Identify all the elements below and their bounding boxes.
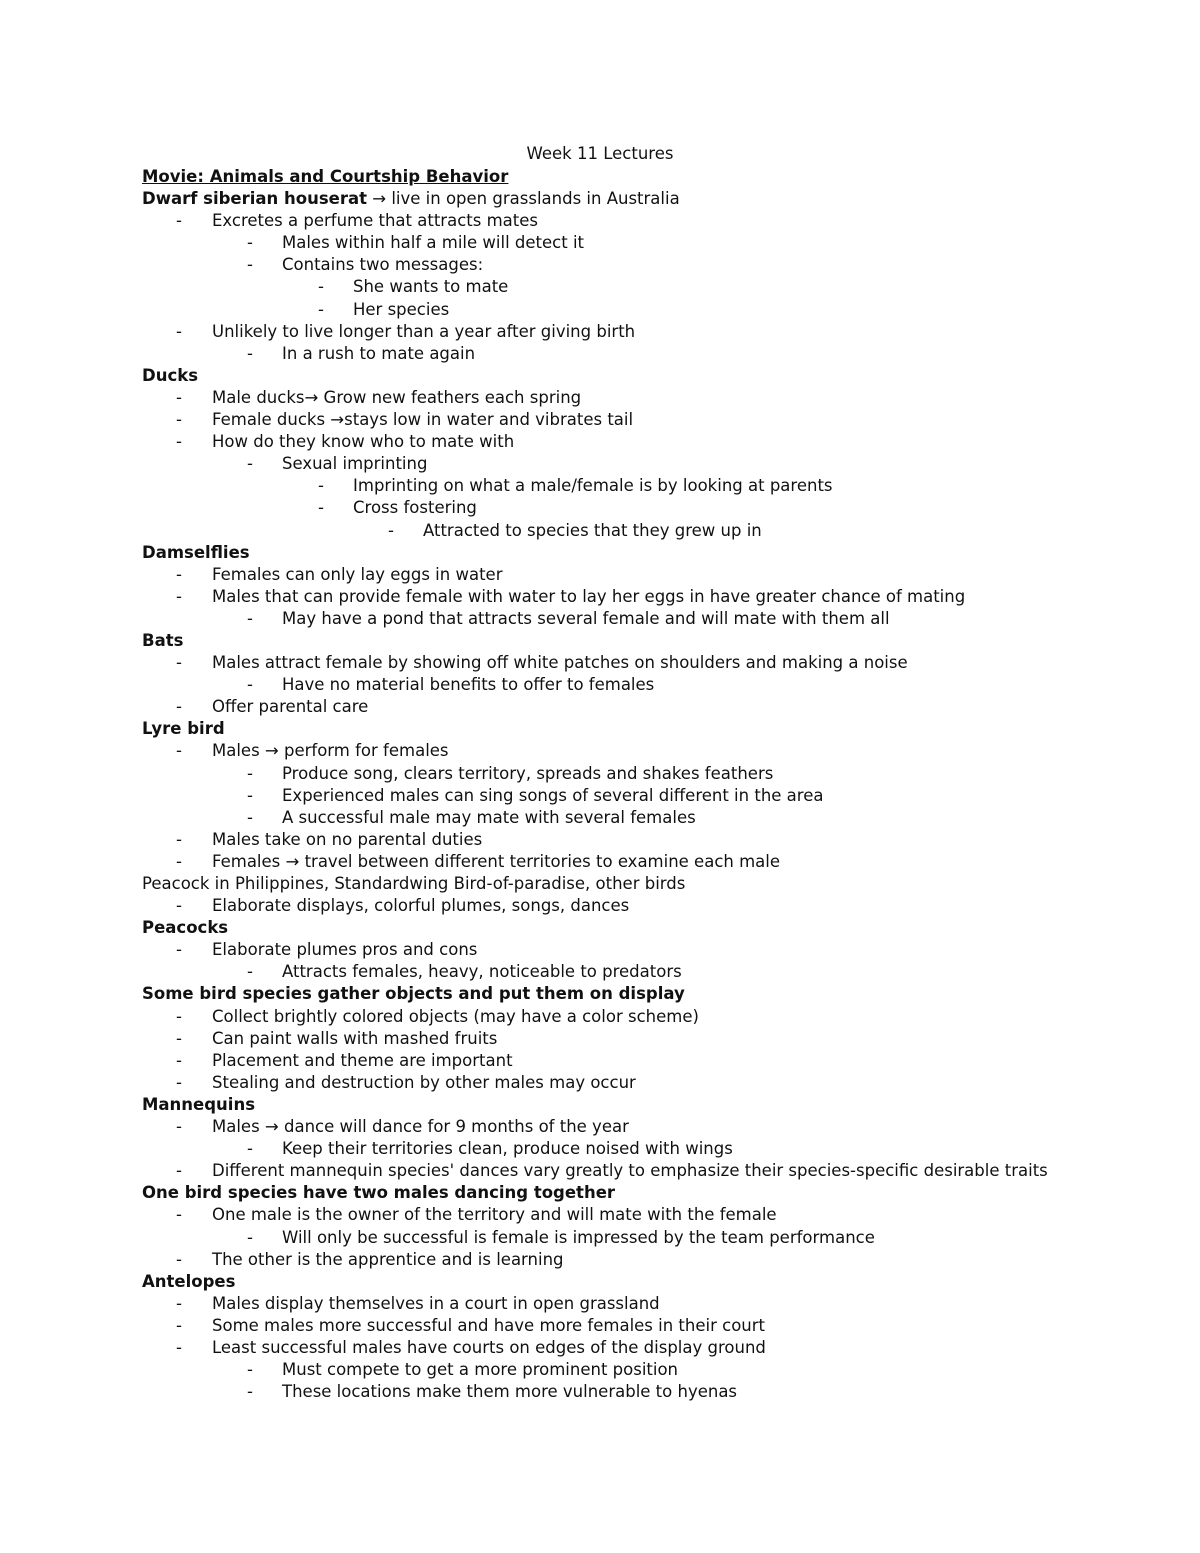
bullet-item <box>142 652 1162 674</box>
dash-bullet-icon: - <box>176 697 182 717</box>
heading-text: Bats <box>142 630 184 650</box>
dash-bullet-icon: - <box>176 829 182 849</box>
bullet-text: Imprinting on what a male/female is by looking at parents <box>353 476 833 496</box>
heading-text: Damselflies <box>142 542 250 562</box>
section-heading <box>142 365 1162 387</box>
bullet-item <box>142 1315 1162 1337</box>
bullet-item <box>142 1359 1162 1381</box>
bullet-text: Can paint walls with mashed fruits <box>212 1028 498 1048</box>
bullet-item <box>142 1227 1162 1249</box>
bullet-item <box>142 1006 1162 1028</box>
dash-bullet-icon: - <box>318 277 324 297</box>
bullet-text: Males attract female by showing off white patches on shoulders and making a noise <box>212 653 908 673</box>
dash-bullet-icon: - <box>176 586 182 606</box>
dash-bullet-icon: - <box>176 564 182 584</box>
heading-text: Ducks <box>142 365 199 385</box>
bullet-item <box>142 586 1162 608</box>
dash-bullet-icon: - <box>176 432 182 452</box>
heading-text: Peacocks <box>142 918 229 938</box>
bullet-text: Must compete to get a more prominent position <box>282 1360 679 1380</box>
bullet-text: One male is the owner of the territory and will mate with the female <box>212 1205 777 1225</box>
dash-bullet-icon: - <box>318 498 324 518</box>
bullet-item <box>142 299 1162 321</box>
bullet-text: Males → perform for females <box>212 741 449 761</box>
bullet-text: Some males more successful and have more females in their court <box>212 1315 765 1335</box>
bullet-item <box>142 564 1162 586</box>
dash-bullet-icon: - <box>318 299 324 319</box>
dash-bullet-icon: - <box>247 763 253 783</box>
bullet-text: Have no material benefits to offer to females <box>282 675 655 695</box>
bullet-item <box>142 1028 1162 1050</box>
dash-bullet-icon: - <box>176 1315 182 1335</box>
heading-text: → live in open grasslands in Australia <box>367 189 680 209</box>
dash-bullet-icon: - <box>176 1072 182 1092</box>
bullet-text: Males within half a mile will detect it <box>282 233 584 253</box>
bullet-text: Keep their territories clean, produce noised with wings <box>282 1139 733 1159</box>
bullet-item <box>142 807 1162 829</box>
bullet-item <box>142 674 1162 696</box>
dash-bullet-icon: - <box>247 454 253 474</box>
heading-text: Antelopes <box>142 1271 236 1291</box>
bullet-text: Stealing and destruction by other males may occur <box>212 1072 636 1092</box>
bullet-item <box>142 453 1162 475</box>
bullet-item <box>142 829 1162 851</box>
dash-bullet-icon: - <box>176 851 182 871</box>
bullet-text: Sexual imprinting <box>282 454 428 474</box>
bullet-text: In a rush to mate again <box>282 343 476 363</box>
bullet-item <box>142 387 1162 409</box>
bullet-item <box>142 1204 1162 1226</box>
bullet-item <box>142 785 1162 807</box>
section-heading <box>142 718 1162 740</box>
bullet-item <box>142 1138 1162 1160</box>
bullet-text: Her species <box>353 299 450 319</box>
dash-bullet-icon: - <box>247 233 253 253</box>
dash-bullet-icon: - <box>176 1249 182 1269</box>
bullet-text: Collect brightly colored objects (may have a color scheme) <box>212 1006 699 1026</box>
bullet-item <box>142 232 1162 254</box>
bullet-text: Different mannequin species' dances vary greatly to emphasize their species-specific desirable traits <box>212 1161 1048 1181</box>
dash-bullet-icon: - <box>247 675 253 695</box>
dash-bullet-icon: - <box>176 1028 182 1048</box>
section-heading <box>142 873 1162 895</box>
bullet-item <box>142 475 1162 497</box>
dash-bullet-icon: - <box>176 896 182 916</box>
bullet-item <box>142 409 1162 431</box>
dash-bullet-icon: - <box>247 255 253 275</box>
bullet-item <box>142 497 1162 519</box>
bullet-text: May have a pond that attracts several female and will mate with them all <box>282 608 890 628</box>
bullet-item <box>142 1293 1162 1315</box>
bullet-text: Least successful males have courts on edges of the display ground <box>212 1337 766 1357</box>
bullet-text: Excretes a perfume that attracts mates <box>212 211 538 231</box>
dash-bullet-icon: - <box>176 741 182 761</box>
section-heading <box>142 166 1162 188</box>
bullet-text: These locations make them more vulnerable to hyenas <box>282 1382 738 1402</box>
heading-bold-text: Dwarf siberian houserat <box>142 189 368 209</box>
bullet-text: Attracted to species that they grew up in <box>423 520 762 540</box>
heading-text: One bird species have two males dancing together <box>142 1183 616 1203</box>
dash-bullet-icon: - <box>247 1360 253 1380</box>
bullet-text: Female ducks →stays low in water and vibrates tail <box>212 410 634 430</box>
bullet-item <box>142 740 1162 762</box>
bullet-text: Placement and theme are important <box>212 1050 513 1070</box>
dash-bullet-icon: - <box>176 1006 182 1026</box>
bullet-text: Males that can provide female with water to lay her eggs in have greater chance of mating <box>212 586 966 606</box>
bullet-text: Elaborate displays, colorful plumes, songs, dances <box>212 896 630 916</box>
section-heading <box>142 630 1162 652</box>
dash-bullet-icon: - <box>176 321 182 341</box>
dash-bullet-icon: - <box>176 1117 182 1137</box>
dash-bullet-icon: - <box>176 410 182 430</box>
dash-bullet-icon: - <box>247 343 253 363</box>
bullet-text: Unlikely to live longer than a year after giving birth <box>212 321 636 341</box>
dash-bullet-icon: - <box>176 653 182 673</box>
bullet-item <box>142 276 1162 298</box>
bullet-item <box>142 961 1162 983</box>
bullet-text: Males take on no parental duties <box>212 829 483 849</box>
bullet-item <box>142 1160 1162 1182</box>
bullet-text: Attracts females, heavy, noticeable to predators <box>282 962 682 982</box>
section-heading <box>142 188 1162 210</box>
bullet-text: The other is the apprentice and is learning <box>212 1249 564 1269</box>
dash-bullet-icon: - <box>176 1205 182 1225</box>
bullet-item <box>142 321 1162 343</box>
bullet-item <box>142 210 1162 232</box>
bullet-text: Will only be successful is female is impressed by the team performance <box>282 1227 875 1247</box>
bullet-item <box>142 1337 1162 1359</box>
bullet-text: Male ducks→ Grow new feathers each spring <box>212 387 582 407</box>
dash-bullet-icon: - <box>176 387 182 407</box>
bullet-item <box>142 254 1162 276</box>
bullet-item <box>142 1381 1162 1403</box>
dash-bullet-icon: - <box>176 940 182 960</box>
section-heading <box>142 1094 1162 1116</box>
dash-bullet-icon: - <box>247 807 253 827</box>
bullet-item <box>142 608 1162 630</box>
heading-text: Mannequins <box>142 1094 256 1114</box>
heading-text: Some bird species gather objects and put them on display <box>142 984 685 1004</box>
bullet-text: Females → travel between different territories to examine each male <box>212 851 781 871</box>
dash-bullet-icon: - <box>247 962 253 982</box>
bullet-text: Offer parental care <box>212 697 369 717</box>
dash-bullet-icon: - <box>318 476 324 496</box>
bullet-item <box>142 763 1162 785</box>
section-heading <box>142 1182 1162 1204</box>
bullet-text: Contains two messages: <box>282 255 484 275</box>
bullet-item <box>142 1050 1162 1072</box>
bullet-item <box>142 939 1162 961</box>
dash-bullet-icon: - <box>388 520 394 540</box>
heading-text: Peacock in Philippines, Standardwing Bird-of-paradise, other birds <box>142 874 686 893</box>
dash-bullet-icon: - <box>247 1382 253 1402</box>
section-heading <box>142 917 1162 939</box>
dash-bullet-icon: - <box>247 785 253 805</box>
dash-bullet-icon: - <box>176 1337 182 1357</box>
bullet-item <box>142 696 1162 718</box>
bullet-item <box>142 1116 1162 1138</box>
bullet-item <box>142 520 1162 542</box>
bullet-text: Elaborate plumes pros and cons <box>212 940 478 960</box>
dash-bullet-icon: - <box>247 608 253 628</box>
heading-text: Movie: Animals and Courtship Behavior <box>142 167 509 186</box>
lecture-notes <box>142 166 1162 1403</box>
dash-bullet-icon: - <box>247 1139 253 1159</box>
section-heading <box>142 542 1162 564</box>
bullet-item <box>142 1249 1162 1271</box>
bullet-item <box>142 851 1162 873</box>
bullet-item <box>142 431 1162 453</box>
bullet-item <box>142 343 1162 365</box>
dash-bullet-icon: - <box>176 1293 182 1313</box>
section-heading <box>142 983 1162 1005</box>
dash-bullet-icon: - <box>247 1227 253 1247</box>
bullet-text: Cross fostering <box>353 498 477 518</box>
bullet-text: Experienced males can sing songs of several different in the area <box>282 785 824 805</box>
bullet-text: Produce song, clears territory, spreads and shakes feathers <box>282 763 774 783</box>
dash-bullet-icon: - <box>176 211 182 231</box>
bullet-text: Males display themselves in a court in open grassland <box>212 1293 660 1313</box>
bullet-text: Males → dance will dance for 9 months of the year <box>212 1117 629 1137</box>
bullet-item <box>142 1072 1162 1094</box>
bullet-text: Females can only lay eggs in water <box>212 564 503 584</box>
bullet-text: A successful male may mate with several females <box>282 807 696 827</box>
heading-text: Lyre bird <box>142 719 225 739</box>
page-title: Week 11 Lectures <box>526 144 674 163</box>
dash-bullet-icon: - <box>176 1050 182 1070</box>
bullet-text: She wants to mate <box>353 277 509 297</box>
bullet-text: How do they know who to mate with <box>212 432 515 452</box>
section-heading <box>142 1271 1162 1293</box>
bullet-item <box>142 895 1162 917</box>
dash-bullet-icon: - <box>176 1161 182 1181</box>
